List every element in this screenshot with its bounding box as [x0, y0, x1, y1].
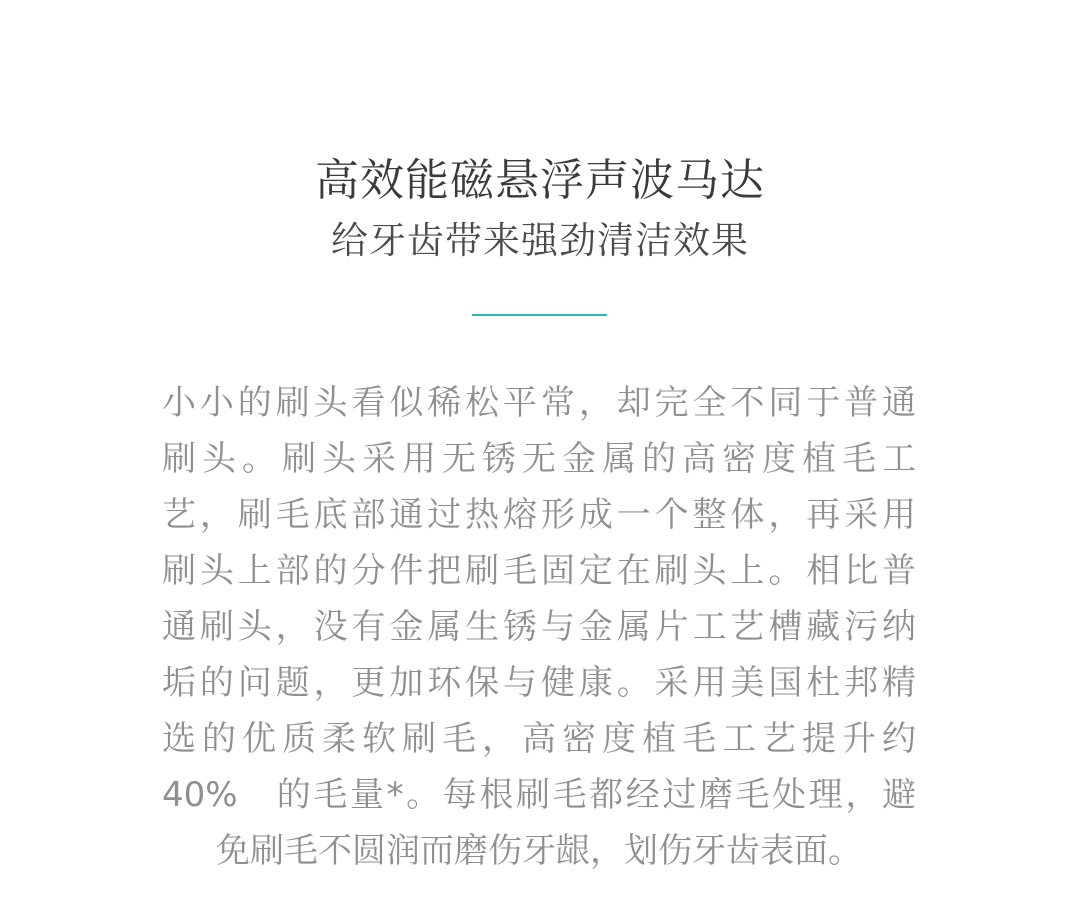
- page-subtitle: 给牙齿带来强劲清洁效果: [331, 219, 749, 262]
- paragraph-line: 艺，刷毛底部通过热熔形成一个整体，再采用: [162, 495, 916, 535]
- description-paragraph: [162, 375, 916, 879]
- paragraph-line: 垢的问题，更加环保与健康。采用美国杜邦精: [162, 663, 916, 703]
- paragraph-line: 通刷头，没有金属生锈与金属片工艺槽藏污纳: [162, 607, 916, 647]
- paragraph-line: 刷头上部的分件把刷毛固定在刷头上。相比普: [162, 551, 916, 591]
- paragraph-line: 刷头。刷头采用无锈无金属的高密度植毛工: [162, 439, 916, 479]
- paragraph-line: 40% 的毛量*。每根刷毛都经过磨毛处理，避: [162, 775, 916, 815]
- paragraph-line: 小小的刷头看似稀松平常，却完全不同于普通: [162, 383, 916, 423]
- paragraph-line: 免刷毛不圆润而磨伤牙龈，划伤牙齿表面。: [216, 831, 862, 871]
- page-title: 高效能磁悬浮声波马达: [315, 155, 765, 206]
- accent-divider: [472, 314, 607, 316]
- paragraph-line: 选的优质柔软刷毛，高密度植毛工艺提升约: [162, 719, 916, 759]
